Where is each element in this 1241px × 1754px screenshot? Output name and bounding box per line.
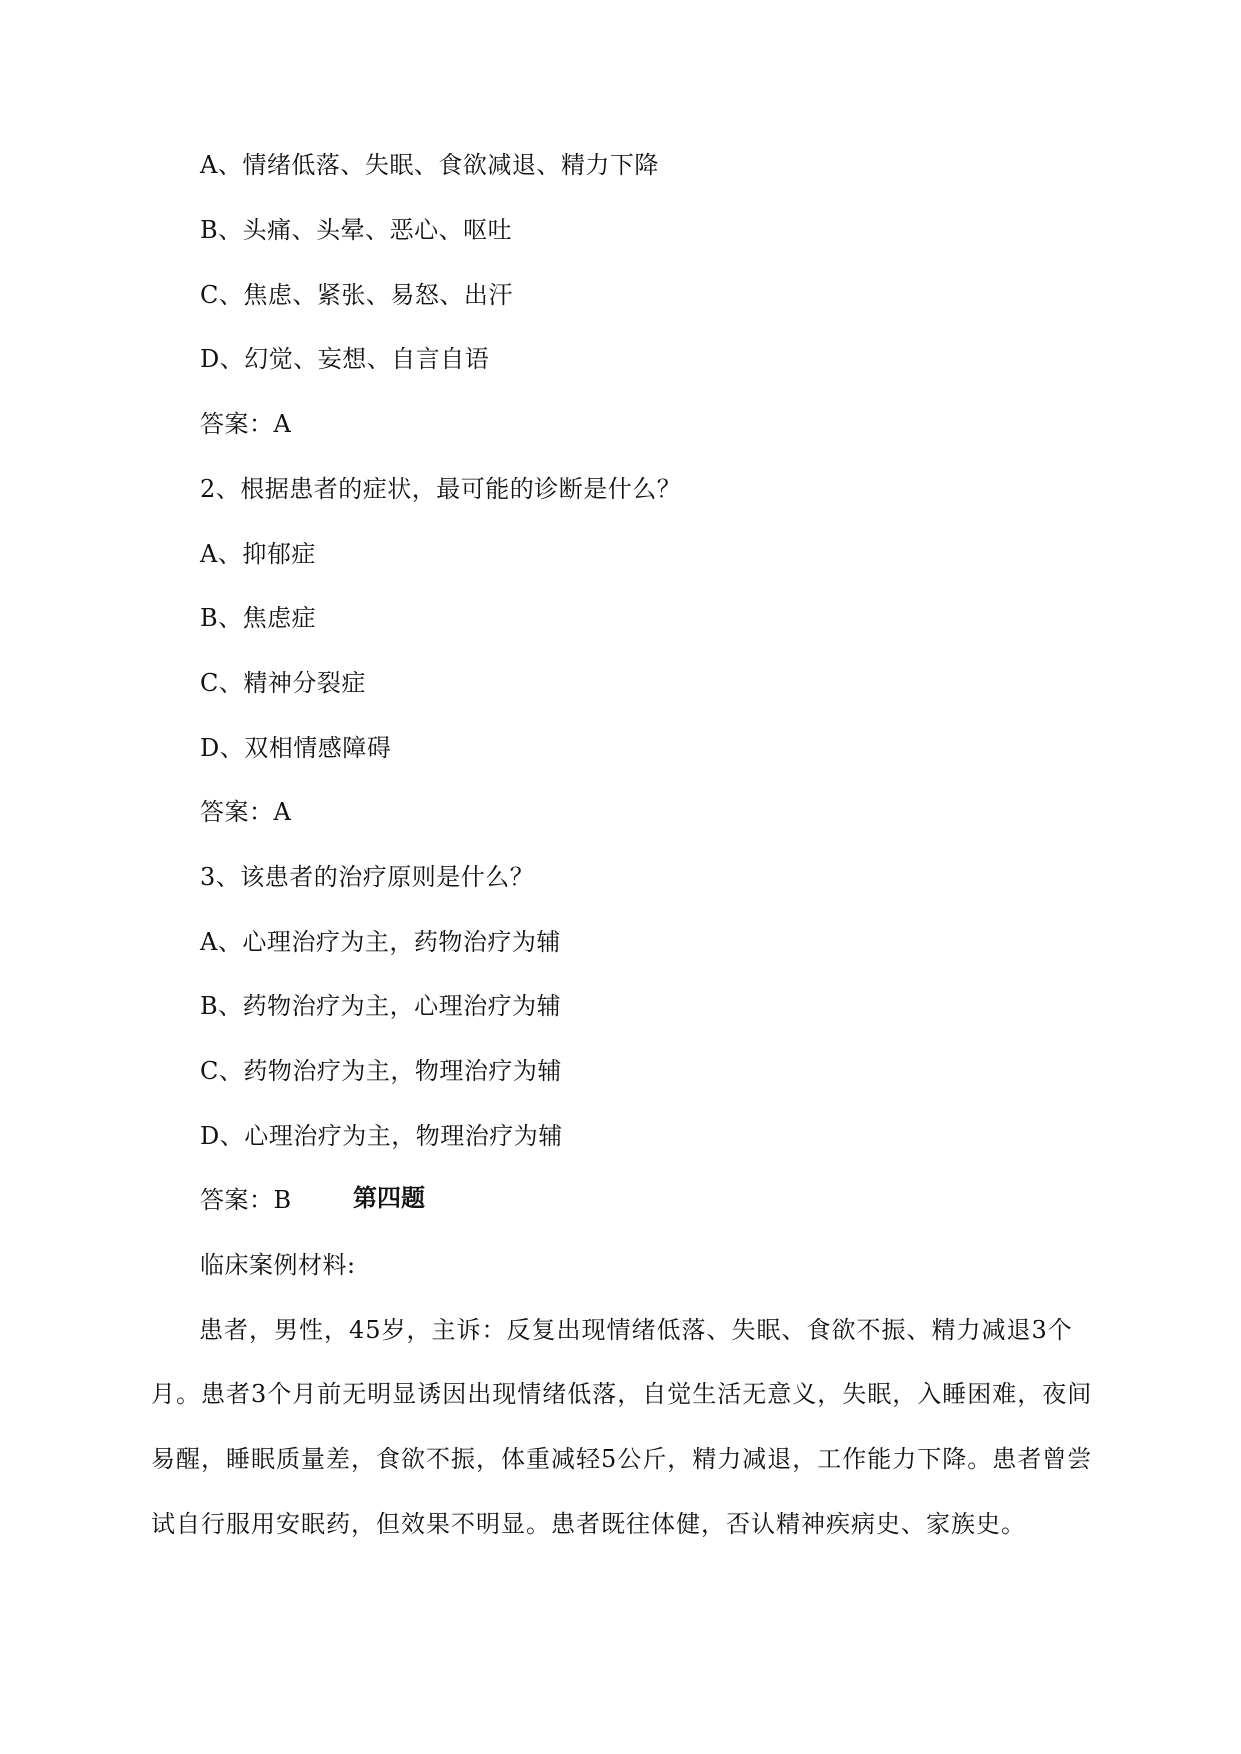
- q2-question: 2、根据患者的症状，最可能的诊断是什么？: [200, 475, 682, 503]
- case-material-label: 临床案例材料:: [200, 1251, 356, 1279]
- case-line-4: 试自行服用安眠药，但效果不明显。患者既往体健，否认精神疾病史、家族史。: [151, 1510, 1026, 1538]
- q2-answer: 答案：A: [200, 798, 292, 826]
- case-line-3: 易醒，睡眠质量差，食欲不振，体重减轻5公斤，精力减退，工作能力下降。患者曾尝: [151, 1445, 1093, 1473]
- q1-option-a: A、情绪低落、失眠、食欲减退、精力下降: [200, 151, 659, 179]
- q1-option-c: C、焦虑、紧张、易怒、出汗: [200, 281, 513, 309]
- q3-option-c: C、药物治疗为主，物理治疗为辅: [200, 1057, 562, 1085]
- q2-option-a: A、抑郁症: [200, 540, 316, 568]
- q1-answer: 答案：A: [200, 410, 292, 438]
- q3-option-d: D、心理治疗为主，物理治疗为辅: [200, 1122, 563, 1150]
- q3-answer: 答案：B: [200, 1186, 292, 1214]
- section-title: 第四题: [353, 1184, 425, 1212]
- q2-option-c: C、精神分裂症: [200, 669, 366, 697]
- case-line-2: 月。患者3个月前无明显诱因出现情绪低落，自觉生活无意义，失眠，入睡困难，夜间: [151, 1380, 1093, 1408]
- q3-option-b: B、药物治疗为主，心理治疗为辅: [200, 992, 562, 1020]
- q1-option-b: B、头痛、头晕、恶心、呕吐: [200, 216, 513, 244]
- q1-option-d: D、幻觉、妄想、自言自语: [200, 345, 490, 373]
- q3-question: 3、该患者的治疗原则是什么？: [200, 863, 535, 891]
- q3-option-a: A、心理治疗为主，药物治疗为辅: [200, 928, 561, 956]
- case-line-1: 患者，男性，45岁，主诉：反复出现情绪低落、失眠、食欲不振、精力减退3个: [199, 1316, 1073, 1344]
- q2-option-b: B、焦虑症: [200, 604, 317, 632]
- q2-option-d: D、双相情感障碍: [200, 734, 392, 762]
